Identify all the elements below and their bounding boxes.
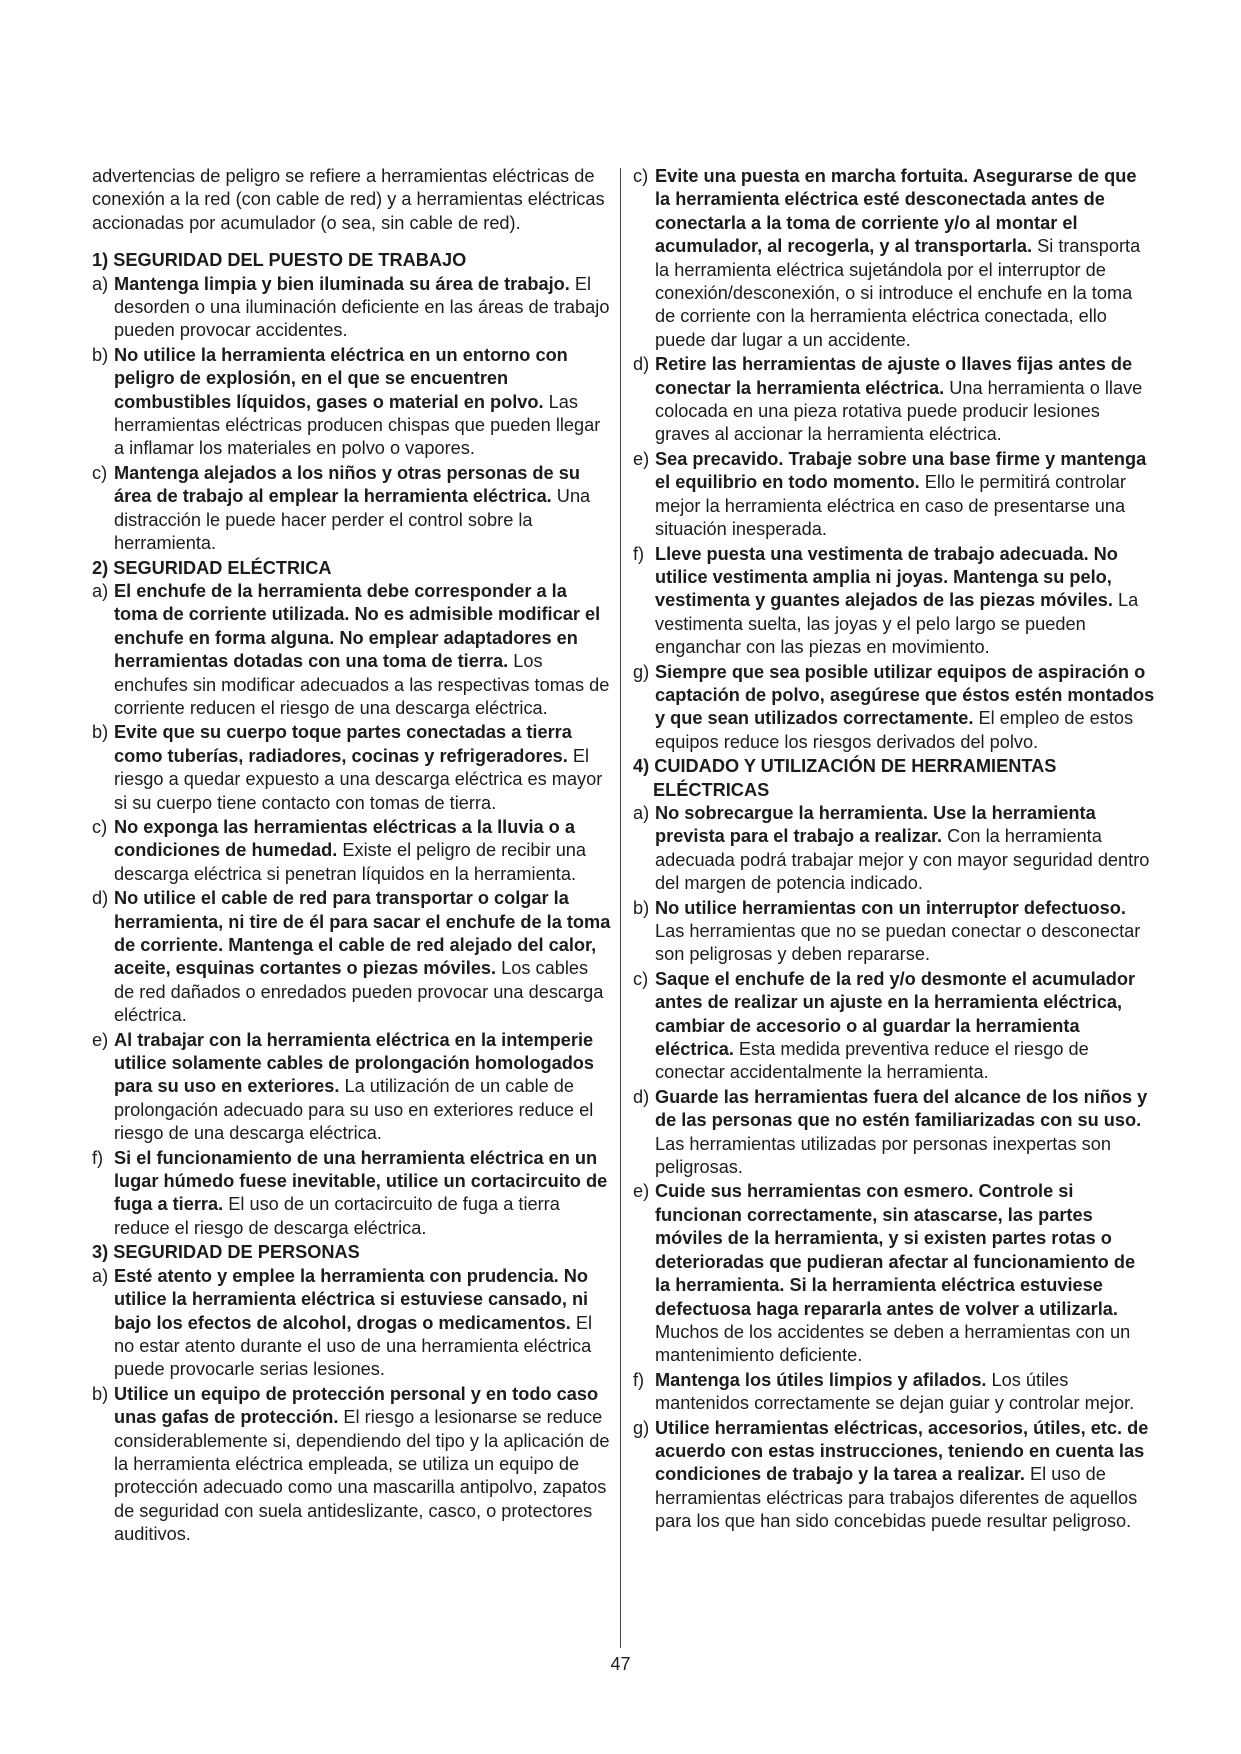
item-bold-text: Utilice herramientas eléctricas, accesorios, útiles, etc. de acuerdo con estas instrucciones, teniendo en cuenta las condiciones de trabajo y la tarea a realizar. bbox=[655, 1417, 1149, 1485]
right-column bbox=[633, 165, 1155, 1535]
item-text: Una herramienta o llave colocada en una pieza rotativa puede producir lesiones graves al accionar la herramienta eléctrica. bbox=[655, 377, 1143, 445]
list-item bbox=[92, 721, 612, 815]
page-number: 47 bbox=[610, 1654, 631, 1674]
item-bold-text: Saque el enchufe de la red y/o desmonte el acumulador antes de realizar un ajuste en la herramienta eléctrica, cambiar de accesorio o al guardar la herramienta eléctrica. bbox=[655, 968, 1136, 1060]
item-label: e) bbox=[633, 448, 650, 469]
list-item bbox=[92, 816, 612, 886]
item-text: Si transporta la herramienta eléctrica sujetándola por el interruptor de conexión/desconexión, o si introduce el enchufe en la toma de corriente con la herramienta eléctrica conectada, ello puede dar lugar a un accidente. bbox=[655, 236, 1141, 350]
list-item bbox=[633, 1369, 1155, 1416]
item-label: f) bbox=[633, 1369, 645, 1390]
section-1-title: 1) SEGURIDAD DEL PUESTO DE TRABAJO bbox=[92, 250, 467, 271]
list-item bbox=[633, 1086, 1155, 1180]
list-item bbox=[92, 1029, 612, 1146]
item-label: a) bbox=[92, 273, 109, 294]
item-label: a) bbox=[633, 802, 650, 823]
item-text: Existe el peligro de recibir una descarga eléctrica si penetran líquidos en la herramienta. bbox=[114, 840, 587, 884]
item-text: Con la herramienta adecuada podrá trabajar mejor y con mayor seguridad dentro del margen de potencia indicado. bbox=[655, 826, 1150, 894]
intro-paragraph: advertencias de peligro se refiere a herramientas eléctricas de conexión a la red (con cable de red) y a herramientas eléctricas accionadas por acumulador (o sea, sin cable de red). bbox=[92, 166, 605, 233]
left-column bbox=[92, 165, 612, 1548]
list-item bbox=[633, 661, 1155, 755]
item-label: b) bbox=[92, 722, 109, 743]
item-label: b) bbox=[92, 1383, 109, 1404]
item-text: La utilización de un cable de prolongación adecuado para su uso en exteriores reduce el riesgo de una descarga eléctrica. bbox=[114, 1076, 594, 1144]
item-bold-text: No exponga las herramientas eléctricas a la lluvia o a condiciones de humedad. bbox=[114, 816, 575, 861]
item-text: El uso de herramientas eléctricas para trabajos diferentes de aquellos para los que han sido concebidas puede resultar peligroso. bbox=[655, 1464, 1138, 1532]
item-text: Las herramientas utilizadas por personas inexpertas son peligrosas. bbox=[655, 1133, 1111, 1178]
item-text: Los cables de red dañados o enredados pueden provocar una descarga eléctrica. bbox=[114, 958, 604, 1026]
item-label: g) bbox=[633, 661, 650, 682]
item-text: El desorden o una iluminación deficiente en las áreas de trabajo pueden provocar accidentes. bbox=[114, 273, 610, 341]
item-label: a) bbox=[92, 1265, 109, 1286]
item-bold-text: Mantenga limpia y bien iluminada su área de trabajo. bbox=[114, 273, 570, 294]
list-item bbox=[92, 1383, 612, 1547]
list-item bbox=[92, 1265, 612, 1382]
item-label: f) bbox=[633, 543, 645, 564]
item-label: c) bbox=[92, 462, 108, 483]
item-bold-text: No sobrecargue la herramienta. Use la herramienta prevista para el trabajo a realizar. bbox=[655, 802, 1096, 847]
item-bold-text: No utilice herramientas con un interruptor defectuoso. bbox=[655, 897, 1126, 918]
list-item bbox=[633, 543, 1155, 660]
item-bold-text: Guarde las herramientas fuera del alcance de los niños y de las personas que no estén familiarizadas con su uso. bbox=[655, 1086, 1148, 1131]
item-text: El riesgo a quedar expuesto a una descarga eléctrica es mayor si su cuerpo tiene contacto con tomas de tierra. bbox=[114, 745, 603, 813]
item-label: c) bbox=[633, 166, 649, 186]
section-3-items bbox=[92, 1265, 612, 1547]
item-label: f) bbox=[92, 1147, 104, 1168]
item-text: Las herramientas que no se puedan conectar o desconectar son peligrosas y deben repararse. bbox=[655, 921, 1141, 965]
item-bold-text: Mantenga los útiles limpios y afilados. bbox=[655, 1369, 987, 1390]
item-bold-text: No utilice la herramienta eléctrica en un entorno con peligro de explosión, en el que se encuentren combustibles líquidos, gases o material en polvo. bbox=[114, 344, 568, 412]
item-label: c) bbox=[633, 968, 649, 989]
item-bold-text: Al trabajar con la herramienta eléctrica en la intemperie utilice solamente cables de prolongación homologados para su uso en exteriores. bbox=[114, 1029, 595, 1097]
section-4-title-line1: 4) CUIDADO Y UTILIZACIÓN DE HERRAMIENTAS bbox=[633, 756, 1057, 777]
section-4-title-line2: ELÉCTRICAS bbox=[653, 779, 770, 800]
item-bold-text: No utilice el cable de red para transportar o colgar la herramienta, ni tire de él para sacar el enchufe de la toma de corriente. Mantenga el cable de red alejado del calor, aceite, esquinas cortantes o piezas móviles. bbox=[114, 888, 611, 979]
item-text: Esta medida preventiva reduce el riesgo de conectar accidentalmente la herramienta. bbox=[655, 1039, 1089, 1083]
item-text: La vestimenta suelta, las joyas y el pelo largo se pueden enganchar con las piezas en movimiento. bbox=[655, 590, 1139, 658]
item-bold-text: Si el funcionamiento de una herramienta eléctrica en un lugar húmedo fuese inevitable, utilice un cortacircuito de fuga a tierra. bbox=[114, 1147, 608, 1215]
item-label: e) bbox=[633, 1181, 650, 1202]
item-label: e) bbox=[92, 1029, 109, 1050]
item-bold-text: Utilice un equipo de protección personal y en todo caso unas gafas de protección. bbox=[114, 1383, 599, 1428]
item-bold-text: Evite una puesta en marcha fortuita. Asegurarse de que la herramienta eléctrica esté desconectada antes de conectarla a la toma de corriente y/o al montar el acumulador, al recogerla, y al transportarla. bbox=[655, 166, 1137, 257]
section-3-items-continued bbox=[633, 165, 1155, 754]
item-bold-text: Esté atento y emplee la herramienta con prudencia. No utilice la herramienta eléctrica si estuviese cansado, ni bajo los efectos de alcohol, drogas o medicamentos. bbox=[114, 1265, 589, 1333]
item-text: Los útiles mantenidos correctamente se dejan guiar y controlar mejor. bbox=[655, 1369, 1135, 1414]
item-bold-text: Cuide sus herramientas con esmero. Controle si funcionan correctamente, sin atascarse, las partes móviles de la herramienta, y si existen partes rotas o deterioradas que pudieran afectar al funcionamiento de la herramienta. Si la herramienta eléctrica estuviese defectuosa haga repararla antes de volver a utilizarla. bbox=[655, 1181, 1136, 1319]
item-text: Las herramientas eléctricas producen chispas que pueden llegar a inflamar los materiales en polvo o vapores. bbox=[114, 391, 601, 459]
list-item bbox=[92, 462, 612, 556]
list-item bbox=[633, 1180, 1155, 1367]
column-divider bbox=[620, 168, 621, 1648]
item-text: Los enchufes sin modificar adecuados a las respectivas tomas de corriente reducen el riesgo de una descarga eléctrica. bbox=[114, 651, 610, 718]
item-bold-text: Evite que su cuerpo toque partes conectadas a tierra como tuberías, radiadores, cocinas y refrigeradores. bbox=[114, 722, 572, 766]
item-text: Ello le permitirá controlar mejor la herramienta eléctrica en caso de presentarse una situación inesperada. bbox=[655, 472, 1126, 540]
list-item bbox=[633, 968, 1155, 1085]
item-label: g) bbox=[633, 1417, 650, 1438]
item-bold-text: Retire las herramientas de ajuste o llaves fijas antes de conectar la herramienta eléctrica. bbox=[655, 354, 1133, 398]
list-item bbox=[92, 580, 612, 720]
item-bold-text: Sea precavido. Trabaje sobre una base firme y mantenga el equilibrio en todo momento. bbox=[655, 448, 1147, 493]
item-text: El uso de un cortacircuito de fuga a tierra reduce el riesgo de descarga eléctrica. bbox=[114, 1194, 560, 1238]
item-bold-text: Siempre que sea posible utilizar equipos de aspiración o captación de polvo, asegúrese que éstos estén montados y que sean utilizados correctamente. bbox=[655, 661, 1155, 729]
section-1-items bbox=[92, 273, 612, 556]
list-item bbox=[92, 273, 612, 343]
item-label: d) bbox=[633, 354, 650, 375]
item-bold-text: Mantenga alejados a los niños y otras personas de su área de trabajo al emplear la herramienta eléctrica. bbox=[114, 462, 580, 507]
item-bold-text: El enchufe de la herramienta debe corresponder a la toma de corriente utilizada. No es admisible modificar el enchufe en forma alguna. No emplear adaptadores en herramientas dotadas con una toma de tierra. bbox=[114, 580, 601, 672]
list-item bbox=[633, 165, 1155, 352]
list-item bbox=[633, 802, 1155, 896]
item-text: Una distracción le puede hacer perder el control sobre la herramienta. bbox=[114, 486, 591, 554]
item-label: b) bbox=[633, 897, 650, 918]
section-4-title bbox=[633, 755, 1155, 802]
section-4-items bbox=[633, 802, 1155, 1534]
item-label: d) bbox=[92, 888, 109, 909]
section-2-items bbox=[92, 580, 612, 1240]
list-item bbox=[633, 353, 1155, 447]
list-item bbox=[92, 887, 612, 1027]
item-label: b) bbox=[92, 344, 109, 365]
item-text: El empleo de estos equipos reduce los riesgos derivados del polvo. bbox=[655, 708, 1134, 752]
list-item bbox=[92, 344, 612, 461]
item-label: d) bbox=[633, 1086, 650, 1107]
list-item bbox=[633, 897, 1155, 967]
item-bold-text: Lleve puesta una vestimenta de trabajo adecuada. No utilice vestimenta amplia ni joyas. Mantenga su pelo, vestimenta y guantes alejados de las piezas móviles. bbox=[655, 543, 1118, 611]
item-text: El no estar atento durante el uso de una herramienta eléctrica puede provocarle serias lesiones. bbox=[114, 1312, 593, 1380]
item-text: Muchos de los accidentes se deben a herramientas con un mantenimiento deficiente. bbox=[655, 1321, 1131, 1366]
section-3-title: 3) SEGURIDAD DE PERSONAS bbox=[92, 1242, 360, 1263]
item-label: c) bbox=[92, 816, 108, 837]
list-item bbox=[92, 1147, 612, 1241]
section-2-title: 2) SEGURIDAD ELÉCTRICA bbox=[92, 557, 332, 578]
list-item bbox=[633, 448, 1155, 542]
item-text: El riesgo a lesionarse se reduce considerablemente si, dependiendo del tipo y la aplicación de la herramienta eléctrica empleada, se utiliza un equipo de protección adecuado como una mascarilla antipolvo, zapatos de seguridad con suela antideslizante, casco, o protectores auditivos. bbox=[114, 1407, 610, 1545]
item-label: a) bbox=[92, 580, 109, 601]
list-item bbox=[633, 1417, 1155, 1534]
